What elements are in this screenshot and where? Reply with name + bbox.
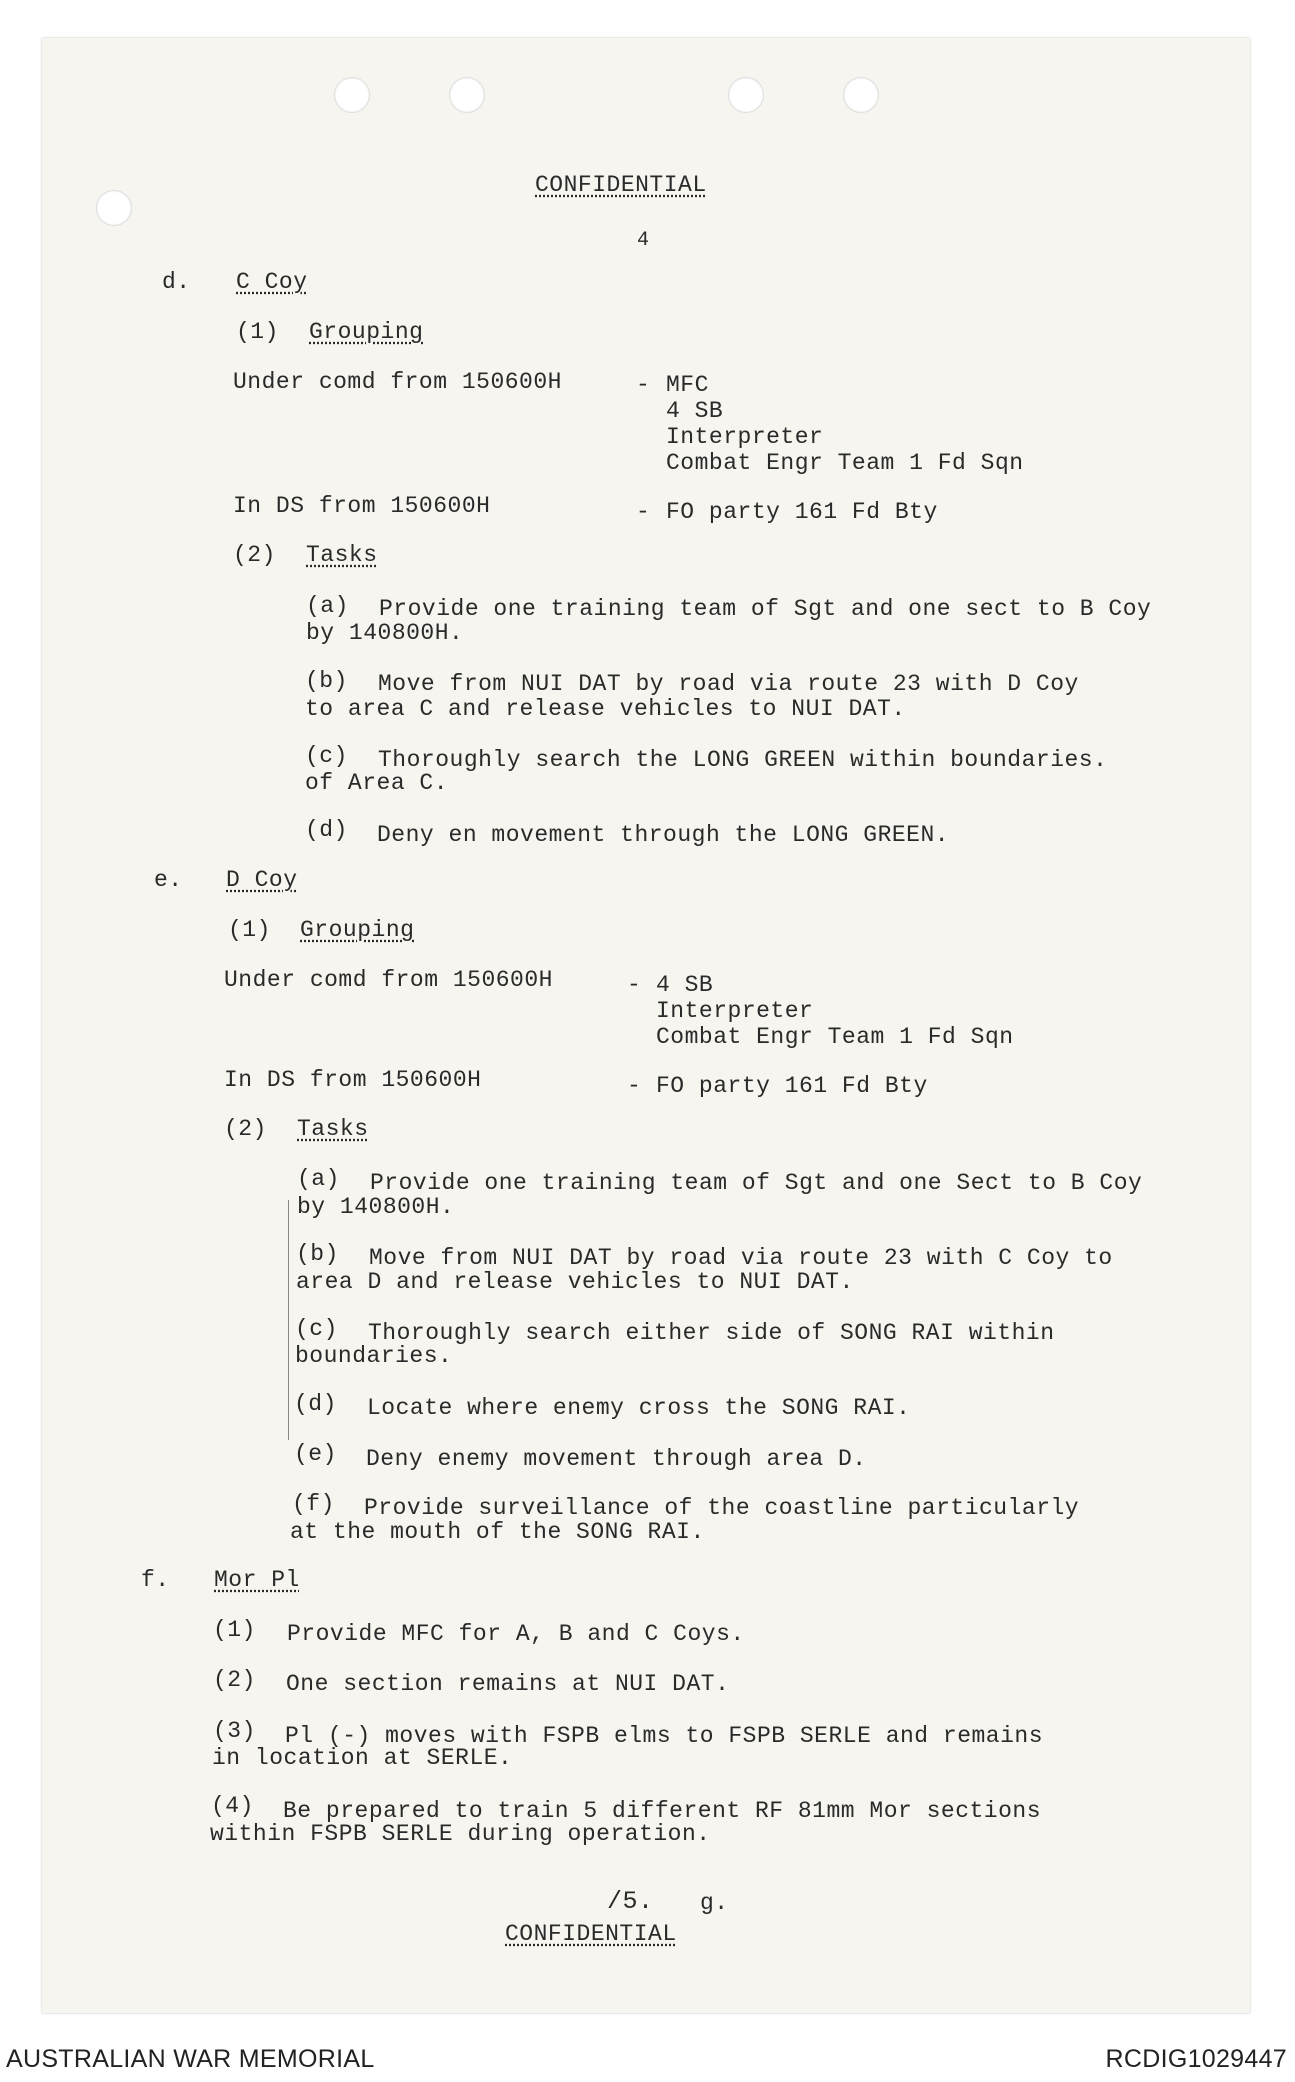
section-e-tasks-title: Tasks (297, 1116, 369, 1142)
task-letter: (c) (295, 1316, 338, 1342)
task-letter: (b) (305, 668, 348, 694)
classification-header: CONFIDENTIAL (535, 172, 707, 198)
section-e-dash: - (627, 972, 642, 998)
classification-footer: CONFIDENTIAL (505, 1921, 677, 1947)
section-e-under-comd-label: Under comd from 150600H (224, 967, 553, 993)
section-d-letter: d. (162, 269, 191, 295)
archive-institution: AUSTRALIAN WAR MEMORIAL (6, 2045, 375, 2073)
task-text: Move from NUI DAT by road via route 23 with D Coy (378, 671, 1079, 697)
task-text: of Area C. (305, 770, 449, 796)
next-page-marker: /5. (607, 1887, 654, 1916)
task-letter: (b) (296, 1241, 339, 1267)
punch-hole (96, 190, 132, 226)
section-e-letter: e. (154, 867, 183, 893)
task-letter: (e) (294, 1441, 337, 1467)
task-text: Thoroughly search either side of SONG RAI within (368, 1320, 1055, 1346)
section-d-grouping-number: (1) (236, 319, 279, 345)
section-d-under-comd-item: Combat Engr Team 1 Fd Sqn (666, 450, 1024, 476)
task-letter: (a) (306, 593, 349, 619)
task-letter: (d) (305, 817, 348, 843)
section-d-tasks-number: (2) (233, 542, 276, 568)
punch-hole (843, 77, 879, 113)
mor-pl-item-text: in location at SERLE. (212, 1745, 513, 1771)
task-text: Deny en movement through the LONG GREEN. (377, 822, 950, 848)
section-e-dash: - (627, 1073, 642, 1099)
section-d-tasks-title: Tasks (306, 542, 378, 568)
section-f-letter: f. (141, 1567, 170, 1593)
task-letter: (d) (294, 1391, 337, 1417)
section-e-under-comd-item: Combat Engr Team 1 Fd Sqn (656, 1024, 1014, 1050)
punch-hole (728, 77, 764, 113)
task-text: area D and release vehicles to NUI DAT. (296, 1269, 854, 1295)
section-d-in-ds-item: FO party 161 Fd Bty (666, 499, 938, 525)
punch-hole (449, 77, 485, 113)
section-e-title: D Coy (226, 867, 298, 893)
task-text: Locate where enemy cross the SONG RAI. (367, 1395, 911, 1421)
mor-pl-item-number: (2) (213, 1667, 256, 1693)
document-page (42, 38, 1250, 2013)
mor-pl-item-number: (3) (213, 1718, 256, 1744)
mor-pl-item-text: Pl (-) moves with FSPB elms to FSPB SERLE and remains (285, 1723, 1044, 1749)
section-e-grouping-number: (1) (228, 917, 271, 943)
task-text: Provide one training team of Sgt and one sect to B Coy (379, 596, 1152, 622)
section-e-under-comd-item: 4 SB (656, 972, 714, 998)
section-f-title: Mor Pl (214, 1567, 300, 1593)
mor-pl-item-text: Be prepared to train 5 different RF 81mm Mor sections (283, 1798, 1042, 1824)
mor-pl-item-text: Provide MFC for A, B and C Coys. (287, 1621, 745, 1647)
task-letter: (f) (292, 1491, 335, 1517)
section-d-title: C Coy (236, 269, 308, 295)
section-e-under-comd-item: Interpreter (656, 998, 814, 1024)
section-e-in-ds-item: FO party 161 Fd Bty (656, 1073, 928, 1099)
section-d-grouping-title: Grouping (309, 319, 424, 345)
task-text: Provide one training team of Sgt and one Sect to B Coy (370, 1170, 1143, 1196)
task-text: by 140800H. (306, 620, 464, 646)
margin-mark (288, 1200, 289, 1440)
section-e-in-ds-label: In DS from 150600H (224, 1067, 482, 1093)
section-e-grouping-title: Grouping (300, 917, 415, 943)
page-number: 4 (637, 229, 650, 252)
section-d-under-comd-item: 4 SB (666, 398, 724, 424)
next-para-marker: g. (700, 1890, 729, 1916)
task-text: Deny enemy movement through area D. (366, 1446, 867, 1472)
task-text: by 140800H. (297, 1194, 455, 1220)
mor-pl-item-number: (4) (211, 1793, 254, 1819)
task-text: boundaries. (295, 1343, 453, 1369)
section-d-under-comd-item: Interpreter (666, 424, 824, 450)
punch-hole (334, 77, 370, 113)
task-letter: (a) (297, 1166, 340, 1192)
section-d-under-comd-label: Under comd from 150600H (233, 369, 562, 395)
section-d-dash: - (636, 499, 651, 525)
task-text: at the mouth of the SONG RAI. (290, 1519, 705, 1545)
section-d-under-comd-item: MFC (666, 372, 709, 398)
mor-pl-item-text: One section remains at NUI DAT. (286, 1671, 730, 1697)
archive-reference: RCDIG1029447 (1105, 2045, 1287, 2073)
section-d-dash: - (636, 372, 651, 398)
mor-pl-item-text: within FSPB SERLE during operation. (210, 1821, 711, 1847)
task-text: Move from NUI DAT by road via route 23 with C Coy to (369, 1245, 1113, 1271)
mor-pl-item-number: (1) (213, 1617, 256, 1643)
task-text: to area C and release vehicles to NUI DAT. (305, 696, 906, 722)
task-letter: (c) (305, 743, 348, 769)
task-text: Thoroughly search the LONG GREEN within boundaries. (378, 747, 1108, 773)
task-text: Provide surveillance of the coastline particularly (364, 1495, 1080, 1521)
section-e-tasks-number: (2) (224, 1116, 267, 1142)
section-d-in-ds-label: In DS from 150600H (233, 493, 491, 519)
